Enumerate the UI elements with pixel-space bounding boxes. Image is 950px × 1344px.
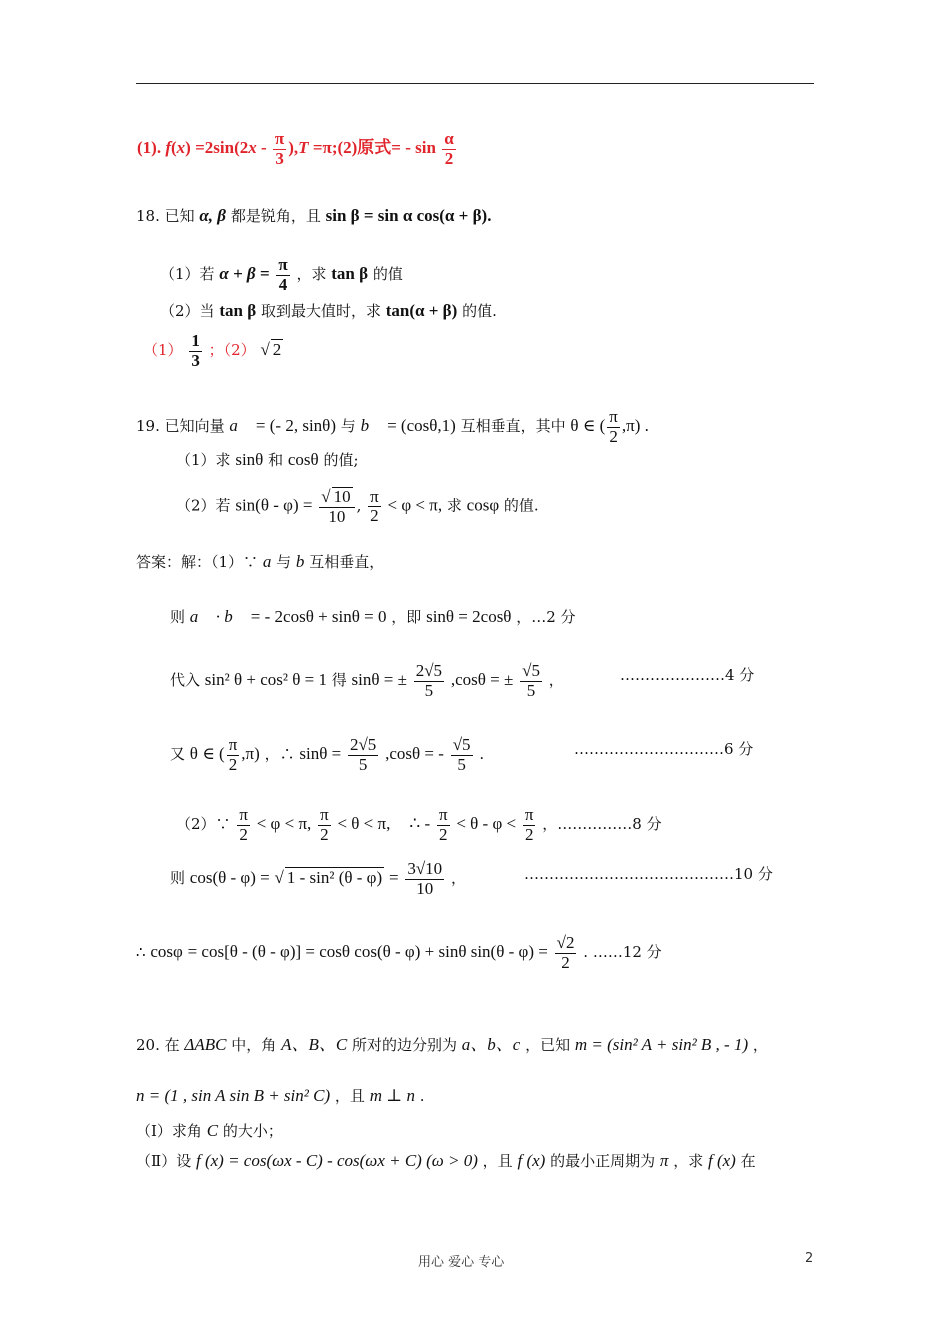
page-number: 2: [805, 1251, 814, 1266]
q19-step3: 又 θ ∈ ( $\frac{\pi}{2}$ ,π) ，∴ sinθ = $\frac{2√5}{5}$ ,cosθ = - $\frac{√5}{5}$ .: [170, 735, 485, 774]
q20-stem2: n = (1 , sin A sin B + sin² C) ，且 m ⊥ n .: [136, 1086, 425, 1105]
q19-step4: （2）∵ $\frac{\pi}{2}$ < φ < π, $\frac{\pi}{2}$ < θ < π, ∴ - $\frac{\pi}{2}$ < θ - φ < $\frac{\pi}{2}$ ，……………8 分: [176, 805, 662, 844]
q19-stem: 19. 已知向量 a⃗ = (- 2, sinθ) 与 b⃗ = (cosθ,1) 互相垂直，其中 θ ∈ ( $\frac{\pi}{2}$ ,π) .: [136, 407, 649, 446]
q18-stem: 18. 已知 α, β 都是锐角，且 sin β = sin α cos(α + β).: [136, 206, 492, 225]
q20-stem: 20. 在 ΔABC 中，角 A、B、C 所对的边分别为 a、b、c ，已知 m = (sin² A + sin² B , - 1) ，: [136, 1035, 768, 1054]
q18-answer: （1） $\frac{1}{3}$ ；（2） √ 2: [143, 331, 282, 370]
q19-answer-lead: 答案：解：（1）∵ a 与 b 互相垂直，: [136, 552, 385, 571]
q19-step1: 则 a⃗ · b⃗ = - 2cosθ + sinθ = 0 ，即 sinθ = 2cosθ ，…2 分: [170, 607, 576, 626]
q20-part1: （Ⅰ）求角 C 的大小；: [136, 1121, 283, 1140]
q19-part1: （1）求 sinθ 和 cosθ 的值;: [176, 450, 359, 469]
q19-step2: 代入 sin² θ + cos² θ = 1 得 sinθ = ± $\frac{2√5}{5}$ ,cosθ = ± $\frac{√5}{5}$ ，: [170, 661, 564, 700]
q19-final: ∴ cosφ = cos[θ - (θ - φ)] = cosθ cos(θ - φ) + sinθ sin(θ - φ) = $\frac{√2}{2}$ . ……12 分: [136, 933, 662, 972]
q20-part2: （Ⅱ）设 f (x) = cos(ωx - C) - cos(ωx + C) (ω > 0) ，且 f (x) 的最小正周期为 π ，求 f (x) 在: [136, 1151, 756, 1170]
q19-step5: 则 cos(θ - φ) = √ 1 - sin² (θ - φ) = $\frac{3√10}{10}$ ，: [170, 859, 466, 898]
q18-part2: （2）当 tan β 取到最大值时，求 tan(α + β) 的值.: [160, 301, 497, 320]
q19-score4: …………………4 分: [620, 666, 755, 684]
q19-score6: …………………………6 分: [574, 740, 754, 758]
q19-part2: （2）若 sin(θ - φ) = $\frac{√ 10}{10}$ , $\frac{\pi}{2}$ < φ < π, 求 cosφ 的值.: [176, 486, 539, 526]
q19-score10: ……………………………………10 分: [524, 865, 773, 883]
header-rule: [136, 83, 814, 84]
footer-slogan: 用心 爱心 专心: [418, 1255, 505, 1270]
answer-17: (1). f(x) =2sin(2x - $\frac{\pi}{3}$ ),T =π;(2)原式= - sin $\frac{\alpha}{2}$: [137, 129, 454, 168]
q18-part1: （1）若 α + β = $\frac{\pi}{4}$ ，求 tan β 的值: [160, 255, 403, 294]
